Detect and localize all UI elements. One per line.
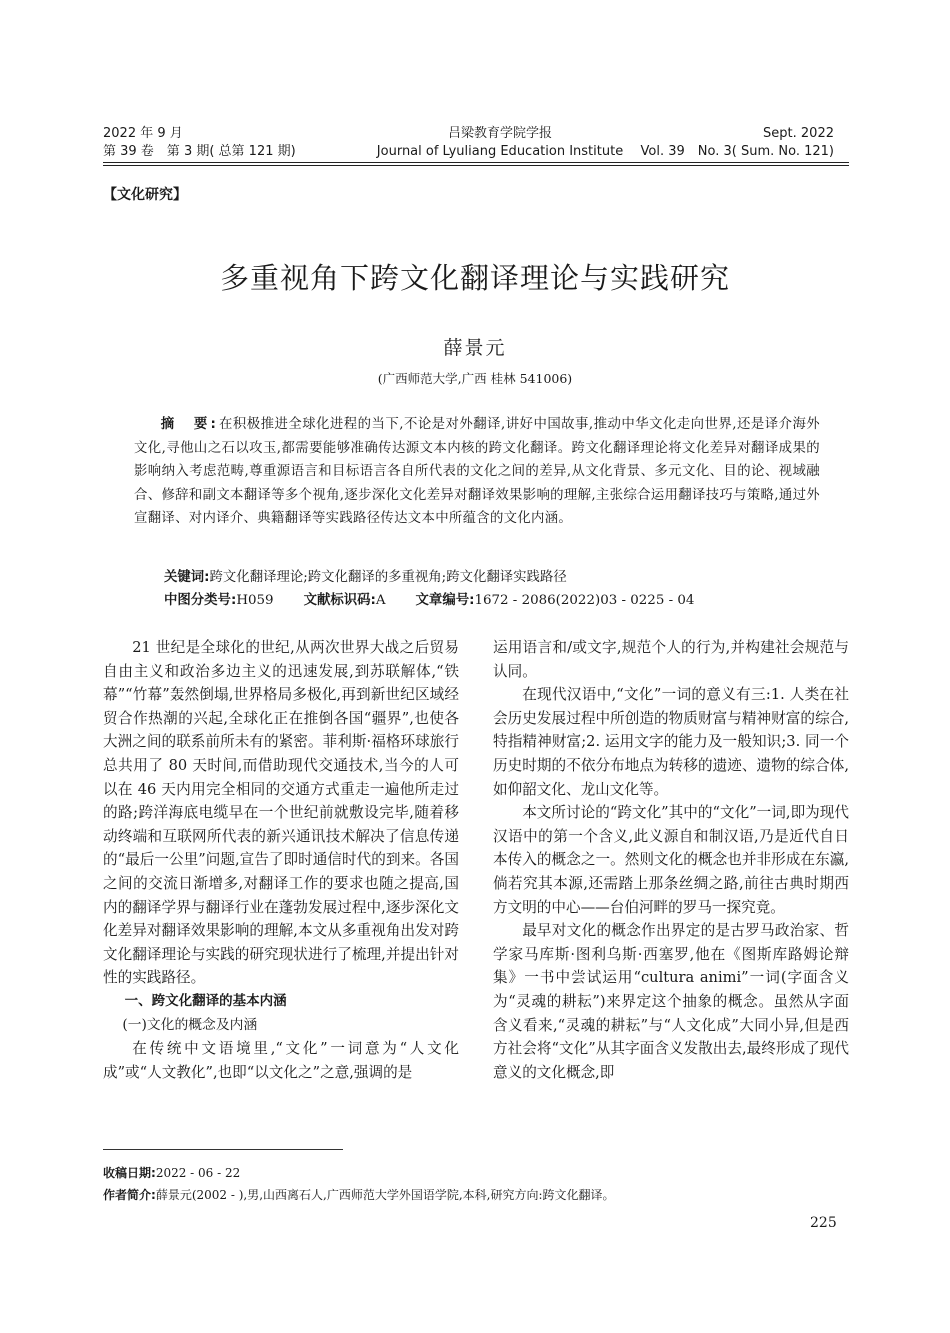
header-volume-en: Vol. 39 No. 3( Sum. No. 121) — [640, 144, 834, 159]
body-column-left — [103, 636, 459, 1084]
page-number: 225 — [810, 1215, 837, 1231]
doc-code-value: A — [375, 593, 386, 608]
section-heading-1: 一、跨文化翻译的基本内涵 — [124, 992, 287, 1009]
received-date — [103, 1165, 240, 1181]
header-volume-cn: 第 39 卷 第 3 期( 总第 121 期) — [103, 144, 296, 159]
subsection-heading-1-1: (一)文化的概念及内涵 — [122, 1016, 258, 1033]
bio-value: 薛景元(2002 - ),男,山西离石人,广西师范大学外国语学院,本科,研究方向:跨文化翻译。 — [155, 1188, 615, 1202]
abstract-text: 在积极推进全球化进程的当下,不论是对外翻译,讲好中国故事,推动中华文化走向世界,还是译介海外文化,寻他山之石以攻玉,都需要能够准确传达源文本内核的跨文化翻译。跨文化翻译理论将文化差异对翻译成果的影响纳入考虑范畴,尊重源语言和目标语言各自所代表的文化之间的差异,从文化背景、多元文化、目的论、视域融合、修辞和副文本翻译等多个视角,逐步深化文化差异对翻译效果影响的理解,主张综合运用翻译技巧与策略,通过外宣翻译、对内译介、典籍翻译等实践路径传达文本中所蕴含的文化内涵。 — [134, 417, 820, 526]
body-paragraph: 21 世纪是全球化的世纪,从两次世界大战之后贸易自由主义和政治多边主义的迅速发展,到苏联解体,“铁幕”“竹幕”轰然倒塌,世界格局多极化,再到新世纪区域经贸合作热潮的兴起,全球化正在推倒各国“疆界”,也使各大洲之间的联系前所未有的紧密。菲利斯·福格环球旅行总共用了 80 天时间,而借助现代交通技术,当今的人可以在 46 天内用完全相同的交通方式重走一遍他所走过的路;跨洋海底电缆早在一个世纪前就敷设完毕,随着移动终端和互联网所代表的新兴通讯技术解决了信息传递的“最后一公里”问题,宣告了即时通信时代的到来。各国之间的交流日渐增多,对翻译工作的要求也随之提高,国内的翻译学界与翻译行业在蓬勃发展过程中,逐步深化文化差异对翻译效果影响的理解,本文从多重视角出发对跨文化翻译理论与实践的研究现状进行了梳理,并提出针对性的实践路径。 — [103, 639, 459, 987]
keywords-text: 跨文化翻译理论;跨文化翻译的多重视角;跨文化翻译实践路径 — [209, 570, 567, 585]
bio-label: 作者简介: — [103, 1188, 156, 1202]
body-paragraph: 在传统中文语境里,“文化”一词意为“人文化成”或“人文教化”,也即“以文化之”之意,强调的是 — [103, 1040, 459, 1081]
classification-line — [164, 592, 694, 610]
header-journal-cn: 吕梁教育学院学报 — [447, 126, 552, 141]
author-name: 薛景元 — [443, 337, 507, 359]
body-paragraph: 在现代汉语中,“文化”一词的意义有三:1. 人类在社会历史发展过程中所创造的物质财富与精神财富的综合,特指精神财富;2. 运用文字的能力及一般知识;3. 同一个历史时期的不依分布地点为转移的遗迹、遗物的综合体,如仰韶文化、龙山文化等。 — [493, 686, 849, 798]
header-journal-en: Journal of Lyuliang Education Institute — [376, 144, 624, 159]
received-label: 收稿日期: — [103, 1166, 156, 1180]
keywords — [164, 569, 567, 587]
header-rule-thin — [103, 165, 849, 166]
keywords-label: 关键词: — [164, 570, 210, 585]
article-title: 多重视角下跨文化翻译理论与实践研究 — [219, 261, 730, 295]
article-no-value: 1672 - 2086(2022)03 - 0225 - 04 — [474, 593, 695, 608]
received-value: 2022 - 06 - 22 — [155, 1166, 241, 1180]
author-bio — [103, 1187, 615, 1203]
abstract — [134, 413, 820, 531]
footnote-rule — [103, 1149, 343, 1150]
doc-code-label: 文献标识码: — [303, 593, 376, 608]
header-rule — [103, 162, 849, 163]
header-date-cn: 2022 年 9 月 — [103, 126, 183, 141]
body-paragraph: 最早对文化的概念作出界定的是古罗马政治家、哲学家马库斯·图利乌斯·西塞罗,他在《图斯库路姆论辩集》一书中尝试运用“cultura animi”一词(字面含义为“灵魂的耕耘”)来界定这个抽象的概念。虽然从字面含义看来,“灵魂的耕耘”与“人文化成”大同小异,但是西方社会将“文化”从其字面含义发散出去,最终形成了现代意义的文化概念,即 — [493, 922, 849, 1081]
abstract-label: 摘 要: — [160, 417, 219, 432]
body-paragraph: 本文所讨论的“跨文化”其中的“文化”一词,即为现代汉语中的第一个含义,此义源自和制汉语,乃是近代自日本传入的概念之一。然则文化的概念也并非形成在东瀛,倘若究其本源,还需踏上那条丝绸之路,前往古典时期西方文明的中心——台伯河畔的罗马一探究竟。 — [493, 804, 849, 916]
clc-value: H059 — [236, 593, 274, 608]
clc-label: 中图分类号: — [164, 593, 237, 608]
section-tag: 【文化研究】 — [103, 187, 187, 203]
body-column-right — [493, 636, 849, 1084]
body-paragraph: 运用语言和/或文字,规范个人的行为,并构建社会规范与认同。 — [493, 639, 849, 680]
article-no-label: 文章编号: — [415, 593, 475, 608]
header-date-en: Sept. 2022 — [763, 126, 834, 141]
author-affiliation: (广西师范大学,广西 桂林 541006) — [377, 371, 573, 386]
